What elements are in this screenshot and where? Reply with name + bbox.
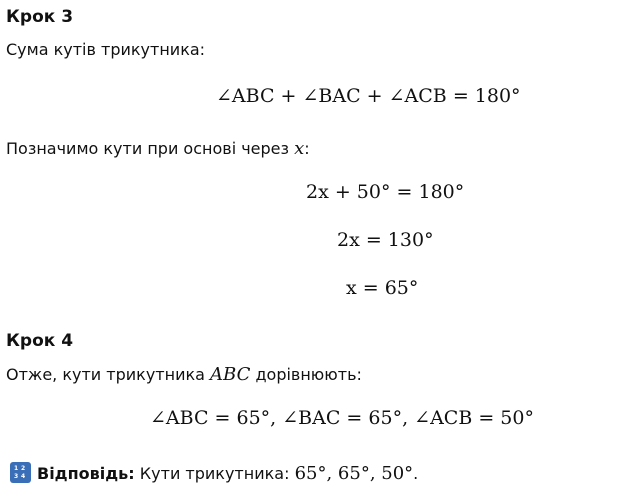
answer-end: .: [413, 464, 419, 483]
step4-heading: Крок 4: [6, 331, 74, 351]
angle-sum-equation: ∠ABC + ∠BAC + ∠ACB = 180°: [216, 85, 521, 107]
numbers-icon: [10, 462, 31, 483]
notation-text: Позначимо кути при основі через: [6, 139, 295, 158]
step3-intro: Сума кутів трикутника:: [6, 40, 206, 59]
notation-line: [6, 138, 310, 159]
icon-digit: 2: [21, 465, 26, 472]
equation-2: 2x = 130°: [337, 229, 434, 251]
answer-line: [10, 462, 418, 484]
icon-digit: 4: [21, 473, 26, 480]
step4-intro-after: дорівнюють:: [250, 365, 362, 384]
notation-colon: :: [304, 139, 310, 158]
step4-intro: [6, 364, 362, 385]
notation-variable: x: [294, 138, 305, 159]
triangle-name: ABC: [210, 364, 251, 385]
equation-1: 2x + 50° = 180°: [306, 181, 465, 203]
step4-intro-before: Отже, кути трикутника: [6, 365, 211, 384]
angles-result: ∠ABC = 65°, ∠BAC = 65°, ∠ACB = 50°: [150, 407, 534, 429]
answer-values: 65°, 65°, 50°: [294, 463, 414, 484]
icon-digit: 1: [14, 465, 19, 472]
step3-heading: Крок 3: [6, 7, 74, 27]
equation-3: x = 65°: [346, 277, 419, 299]
answer-text: Кути трикутника:: [134, 464, 295, 483]
answer-label: Відповідь:: [37, 464, 135, 483]
icon-digit: 3: [14, 473, 19, 480]
